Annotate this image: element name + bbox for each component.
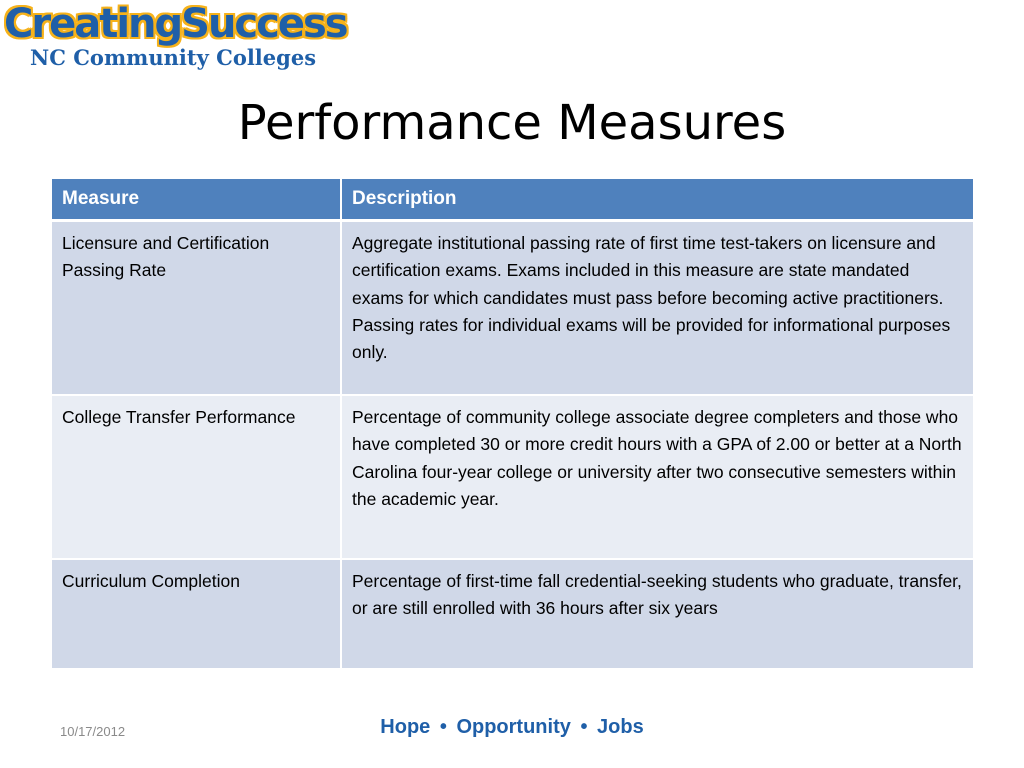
description-cell: Aggregate institutional passing rate of first time test-takers on licensure and certification exams. Exams included in this measure are state mandated exams for which candidates must pass before becoming active practitioners. Passing rates for individual exams will be provided for informational purposes only. bbox=[341, 221, 973, 396]
logo-main-text: CreatingSuccess bbox=[4, 1, 347, 47]
tagline-hope: Hope bbox=[380, 716, 431, 738]
description-cell: Percentage of first-time fall credential-seeking students who graduate, transfer, or are still enrolled with 36 hours after six years bbox=[341, 559, 973, 669]
footer-tagline bbox=[0, 716, 1024, 739]
measure-cell: Licensure and Certification Passing Rate bbox=[52, 221, 341, 396]
logo-sub-text: NC Community Colleges bbox=[30, 45, 317, 70]
tagline-jobs: Jobs bbox=[597, 716, 644, 738]
measures-table bbox=[52, 179, 973, 670]
description-cell: Percentage of community college associate degree completers and those who have completed 30 or more credit hours with a GPA of 2.00 or better at a North Carolina four-year college or university after two consecutive semesters within the academic year. bbox=[341, 395, 973, 559]
tagline-separator: • bbox=[580, 716, 588, 738]
footer-date: 10/17/2012 bbox=[60, 724, 126, 739]
logo bbox=[4, 1, 347, 76]
slide-title: Performance Measures bbox=[237, 95, 787, 151]
table-row bbox=[52, 559, 973, 669]
measure-cell: Curriculum Completion bbox=[52, 559, 341, 669]
table-header-row bbox=[52, 179, 973, 221]
tagline-separator: • bbox=[439, 716, 447, 738]
header-measure: Measure bbox=[52, 179, 341, 221]
header-description: Description bbox=[341, 179, 973, 221]
table-row bbox=[52, 221, 973, 396]
table-row bbox=[52, 395, 973, 559]
tagline-opportunity: Opportunity bbox=[456, 716, 571, 738]
measure-cell: College Transfer Performance bbox=[52, 395, 341, 559]
